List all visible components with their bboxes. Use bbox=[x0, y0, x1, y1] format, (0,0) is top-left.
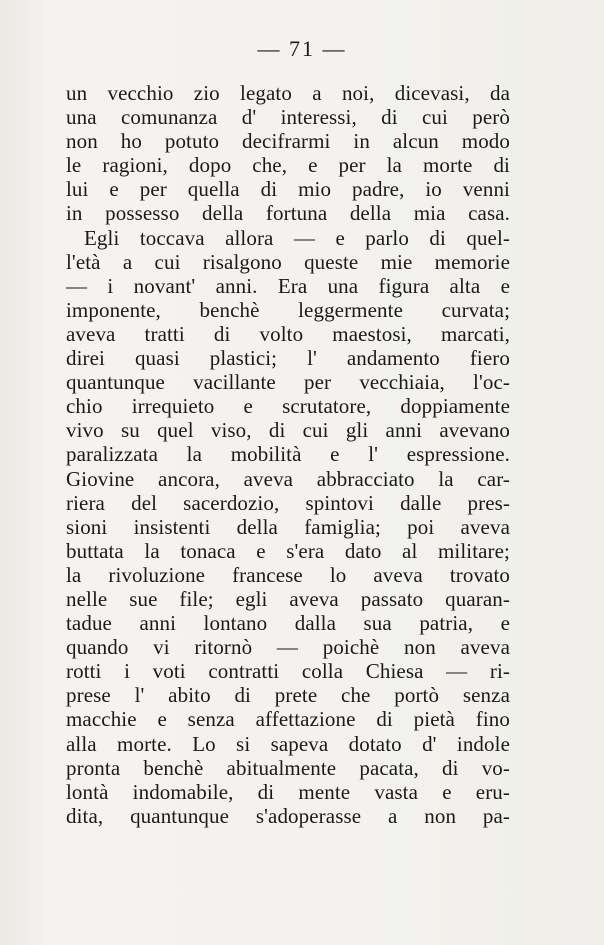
text-line: lui e per quella di mio padre, io venni bbox=[66, 177, 510, 202]
text-line: rotti i voti contratti colla Chiesa — ri- bbox=[66, 659, 510, 684]
text-line: la rivoluzione francese lo aveva trovato bbox=[66, 562, 510, 587]
text-line: alla morte. Lo si sapeva dotato d' indole bbox=[66, 731, 510, 756]
body-text bbox=[66, 81, 510, 828]
text-line: macchie e senza affettazione di pietà fino bbox=[66, 707, 510, 732]
text-line: le ragioni, dopo che, e per la morte di bbox=[66, 153, 510, 178]
text-line: una comunanza d' interessi, di cui però bbox=[66, 105, 510, 130]
text-line: vivo su quel viso, di cui gli anni avevano bbox=[66, 418, 510, 443]
text-line: — i novant' anni. Era una figura alta e bbox=[66, 273, 510, 298]
text-line: riera del sacerdozio, spintovi dalle pres- bbox=[66, 490, 510, 515]
text-line: l'età a cui risalgono queste mie memorie bbox=[66, 249, 510, 274]
page-number: — 71 — bbox=[257, 36, 347, 61]
text-line: un vecchio zio legato a noi, dicevasi, da bbox=[66, 81, 510, 105]
text-line: aveva tratti di volto maestosi, marcati, bbox=[66, 321, 510, 346]
text-line: prese l' abito di prete che portò senza bbox=[66, 683, 510, 708]
text-line: tadue anni lontano dalla sua patria, e bbox=[66, 611, 510, 636]
text-line: nelle sue file; egli aveva passato quaran- bbox=[66, 586, 510, 611]
text-line: Giovine ancora, aveva abbracciato la car- bbox=[66, 466, 510, 491]
text-line: lontà indomabile, di mente vasta e eru- bbox=[66, 779, 510, 804]
text-line: quando vi ritornò — poichè non aveva bbox=[66, 635, 510, 660]
text-line: in possesso della fortuna della mia casa. bbox=[66, 201, 510, 226]
text-line: paralizzata la mobilità e l' espressione. bbox=[66, 442, 510, 467]
text-line: pronta benchè abitualmente pacata, di vo- bbox=[66, 755, 510, 780]
text-line: dita, quantunque s'adoperasse a non pa- bbox=[66, 803, 510, 828]
text-line: buttata la tonaca e s'era dato al militare; bbox=[66, 538, 510, 563]
text-line: quantunque vacillante per vecchiaia, l'oc- bbox=[66, 370, 510, 395]
text-line: sioni insistenti della famiglia; poi aveva bbox=[66, 514, 510, 539]
text-line: imponente, benchè leggermente curvata; bbox=[66, 297, 510, 322]
text-line: Egli toccava allora — e parlo di quel- bbox=[84, 225, 510, 250]
text-line: chio irrequieto e scrutatore, doppiamente bbox=[66, 394, 510, 419]
text-line: direi quasi plastici; l' andamento fiero bbox=[66, 346, 510, 371]
text-line: non ho potuto decifrarmi in alcun modo bbox=[66, 129, 510, 154]
